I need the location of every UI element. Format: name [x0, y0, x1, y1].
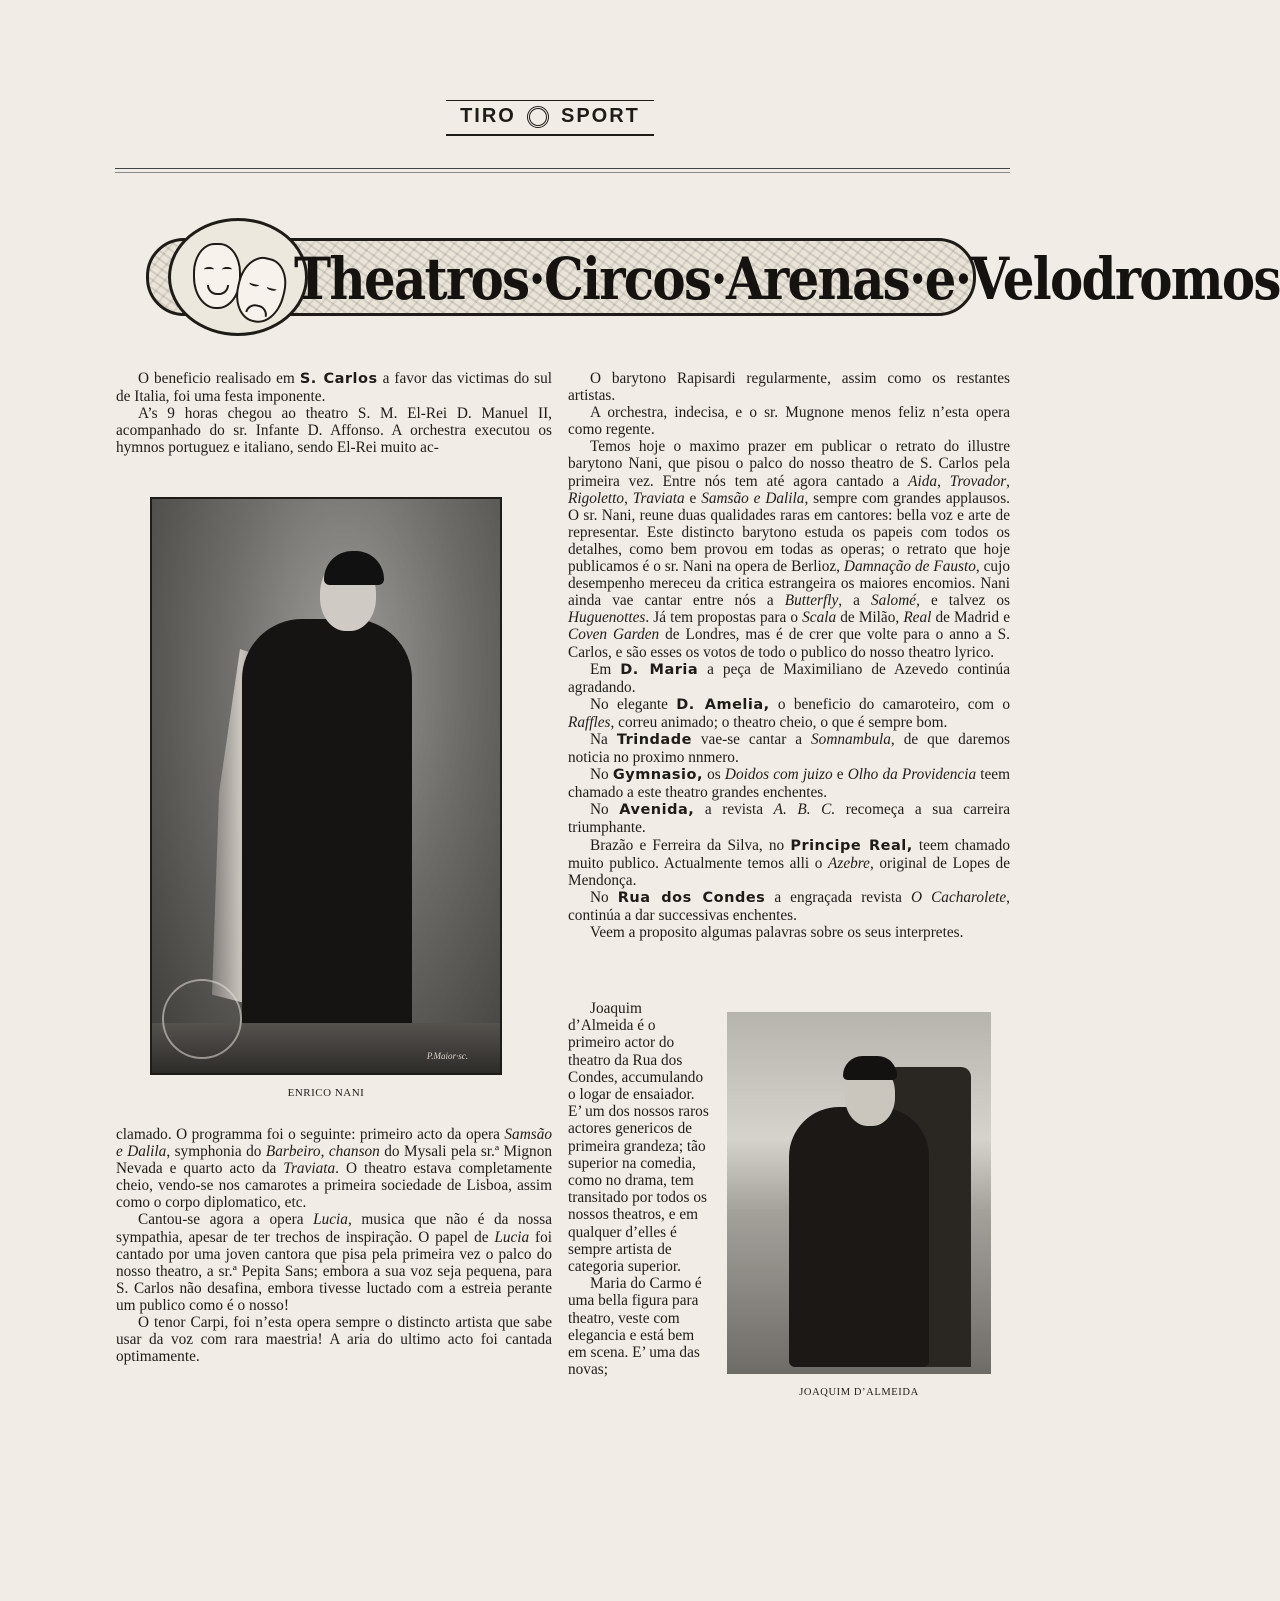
paragraph: [568, 1000, 710, 1275]
italic-title: Butterfly: [784, 592, 839, 610]
italic-title: Huguenottes: [568, 609, 646, 627]
italic-title: Scala: [802, 609, 837, 627]
photo-enrico-nani: [150, 497, 502, 1075]
photo-signature: P.Maior·sc.: [426, 1051, 468, 1061]
italic-title: Salomé: [871, 592, 917, 610]
section-banner: [146, 218, 1280, 340]
italic-title: Rigoletto: [568, 489, 625, 507]
text-run: A orchestra, indecisa, e o sr. Mugnone menos feliz n’esta opera como regente.: [568, 404, 1010, 439]
text-run: teem chamado a este theatro grandes enchentes.: [568, 766, 1010, 802]
theatre-name: Trindade: [616, 731, 692, 748]
text-run: No elegante: [590, 695, 677, 713]
logo-text-right: SPORT: [561, 105, 640, 127]
comedy-mask-icon: [193, 243, 241, 309]
paragraph: [568, 438, 1010, 660]
text-run: . O theatro estava completamente cheio, vendo-se nos camarotes a primeira sociedade de Lisboa, assim como o corpo diplomatico, etc.: [116, 1160, 552, 1212]
masthead: [0, 100, 1100, 136]
text-run: O tenor Carpi, foi n’esta opera sempre o distincto artista que sabe usar da voz com rara maestria! A aria do ultimo acto foi cantada optimamente.: [116, 1314, 552, 1366]
text-run: teem chamado muito publico. Actualmente temos alli o: [568, 836, 1010, 872]
italic-title: Lucia: [313, 1211, 348, 1229]
text-run: , symphonia do: [166, 1143, 266, 1161]
text-run: Joaquim d’Almeida é o primeiro actor do theatro da Rua dos Condes, accumulando o logar de ensaiador. E’ um dos nossos raros actores genericos de primeira grandeza; tão superior na comedia, como no drama, tem transitado por todos os nossos theatros, e em qualquer d’elles é sempre artista de categoria superior.: [568, 1000, 709, 1276]
text-run: A’s 9 horas chegou ao theatro S. M. El-Rei D. Manuel II, acompanhado do sr. Infante D. Affonso. A orchestra executou os hymnos portuguez e italiano, sendo El-Rei muito ac-: [116, 405, 552, 457]
paragraph: [116, 405, 552, 456]
column-right-bottom: [568, 1000, 710, 1378]
paragraph: [568, 1275, 710, 1378]
column-left-top: [116, 370, 552, 456]
header-rule: [115, 168, 1010, 169]
text-run: , original de Lopes de Mendonça.: [568, 854, 1010, 889]
italic-title: Samsão e Dalila: [701, 489, 805, 507]
text-run: , continúa a dar successivas enchentes.: [568, 888, 1010, 924]
italic-title: O Cacharolete: [911, 888, 1007, 906]
text-run: . Já tem propostas para o: [645, 609, 803, 627]
logo-text-left: TIRO: [460, 105, 516, 127]
text-run: Em: [590, 660, 621, 678]
text-run: vae-se cantar a: [691, 730, 812, 748]
paragraph: [116, 1211, 552, 1314]
text-run: a peça de Maximiliano de Azevedo continúa agradando.: [568, 660, 1010, 696]
text-run: ,: [624, 489, 633, 507]
photo-body: [789, 1107, 929, 1367]
italic-title: Somnambula: [811, 730, 891, 748]
text-run: e: [684, 489, 702, 507]
paragraph: [568, 731, 1010, 766]
italic-title: Samsão e Dalila: [116, 1126, 552, 1161]
italic-title: Barbeiro: [265, 1143, 321, 1161]
text-run: de Madrid e: [931, 609, 1010, 627]
text-run: ,: [937, 472, 950, 490]
text-run: , musica que não é da nossa sympathia, apesar de ter trechos de inspiração. O papel de: [116, 1211, 552, 1246]
paragraph: [568, 661, 1010, 696]
paragraph: [116, 370, 552, 405]
paragraph: [116, 1314, 552, 1365]
paragraph: [568, 801, 1010, 836]
column-right-top: [568, 370, 1010, 941]
text-run: ,: [320, 1143, 329, 1161]
text-run: recomeça a sua carreira triumphante.: [568, 801, 1010, 837]
text-run: clamado. O programma foi o seguinte: primeiro acto da opera: [116, 1126, 505, 1143]
theatre-name: Gymnasio,: [612, 767, 703, 784]
header-rule-secondary: [115, 172, 1010, 173]
photo-caption-nani: ENRICO NANI: [287, 1087, 365, 1099]
text-run: , e talvez os: [916, 592, 1010, 610]
text-run: , a: [838, 592, 872, 610]
paragraph: [568, 837, 1010, 889]
italic-title: chanson: [328, 1143, 380, 1161]
masthead-logo: [446, 100, 654, 136]
text-run: a favor das victimas do sul de Italia, foi uma festa imponente.: [116, 370, 552, 406]
text-run: ,: [1006, 472, 1010, 490]
text-run: e: [832, 766, 848, 784]
theatre-name: S. Carlos: [299, 371, 378, 387]
text-run: , de que daremos noticia no proximo nnmero.: [568, 730, 1010, 767]
italic-title: Azebre: [828, 854, 870, 872]
text-run: o beneficio do camaroteiro, com o: [769, 695, 1010, 713]
paragraph: [568, 370, 1010, 404]
target-icon: [527, 106, 549, 128]
text-run: , correu animado; o theatro cheio, o que é sempre bom.: [610, 713, 948, 731]
text-run: Temos hoje o maximo prazer em publicar o retrato do illustre barytono Nani, que pisou o palco do nosso theatro de S. Carlos pela primeira vez. Entre nós tem até agora cantado a: [568, 438, 1010, 490]
paragraph: [568, 924, 1010, 941]
text-run: os: [702, 766, 725, 784]
paragraph: [568, 889, 1010, 924]
paragraph: [116, 1126, 552, 1211]
theatre-name: D. Maria: [620, 661, 699, 678]
column-left-bottom: [116, 1126, 552, 1365]
paragraph: [568, 766, 1010, 801]
italic-title: Traviata: [632, 489, 685, 507]
italic-title: Raffles: [568, 713, 611, 731]
theatre-name: D. Amelia,: [676, 696, 770, 713]
paragraph: [568, 696, 1010, 731]
text-run: , sempre com grandes applausos. O sr. Nani, reune duas qualidades raras em cantores: bella voz e arte de representar. Este distincto barytono estuda os papeis com todos os detalhes, como bem provou em todas as operas; o retrato que hoje publicamos é o sr. Nani na opera de Berlioz,: [568, 489, 1010, 576]
text-run: No: [590, 766, 613, 784]
italic-title: Lucia: [494, 1228, 530, 1246]
text-run: Cantou-se agora a opera: [138, 1211, 314, 1229]
photo-caption-almeida: JOAQUIM D’ALMEIDA: [799, 1387, 919, 1398]
text-run: de Milão,: [836, 609, 904, 627]
italic-title: Olho da Providencia: [847, 766, 977, 784]
photo-cap: [324, 551, 384, 585]
photo-figure: [242, 619, 412, 1049]
text-run: foi cantado por uma joven cantora que pisa pela primeira vez o palco do nosso theatro, a sr.ª Pepita Sans; embora a sua voz seja pequena, para S. Carlos não desafina, embora tivesse luctado com a estreia perante um publico como é o nosso!: [116, 1228, 552, 1314]
text-run: a revista: [694, 801, 774, 819]
section-title: Theatros·Circos·Arenas·e·Velodromos: [294, 245, 1280, 313]
photo-stamp-seal: [162, 979, 242, 1059]
text-run: a engraçada revista: [765, 888, 912, 906]
italic-title: Coven Garden: [568, 626, 660, 644]
italic-title: Real: [903, 609, 932, 627]
theatre-masks-icon: [168, 218, 308, 336]
italic-title: Damnação de Fausto: [843, 558, 976, 576]
italic-title: Trovador: [949, 472, 1007, 490]
photo-joaquim-almeida: [727, 1012, 991, 1374]
text-run: O beneficio realisado em: [138, 370, 300, 387]
italic-title: Traviata: [283, 1160, 336, 1178]
italic-title: A. B. C.: [773, 801, 836, 819]
text-run: de Londres, mas é de crer que volte para o anno a S. Carlos, e são esses os votos de todo o publico do nosso theatro lyrico.: [568, 626, 1010, 661]
text-run: Brazão e Ferreira da Silva, no: [590, 836, 791, 854]
theatre-name: Principe Real,: [790, 837, 913, 854]
theatre-name: Avenida,: [619, 802, 695, 819]
text-run: , cujo desempenho mereceu da critica estrangeira os maiores encomios. Nani ainda vae cantar entre nós a: [568, 558, 1010, 610]
paragraph: [568, 404, 1010, 438]
text-run: Na: [590, 730, 617, 748]
text-run: do Mysali pela sr.ª Mignon Nevada e quarto acto da: [116, 1143, 552, 1178]
text-run: Maria do Carmo é uma bella figura para theatro, veste com elegancia e está bem em scena. E’ uma das novas;: [568, 1275, 702, 1379]
italic-title: Doidos com juizo: [724, 766, 833, 784]
theatre-name: Rua dos Condes: [617, 889, 766, 906]
text-run: No: [590, 888, 618, 906]
photo-hair: [843, 1056, 897, 1080]
text-run: No: [590, 801, 620, 819]
italic-title: Aida: [908, 472, 938, 490]
text-run: O barytono Rapisardi regularmente, assim como os restantes artistas.: [568, 370, 1010, 405]
text-run: Veem a proposito algumas palavras sobre os seus interpretes.: [590, 924, 964, 941]
